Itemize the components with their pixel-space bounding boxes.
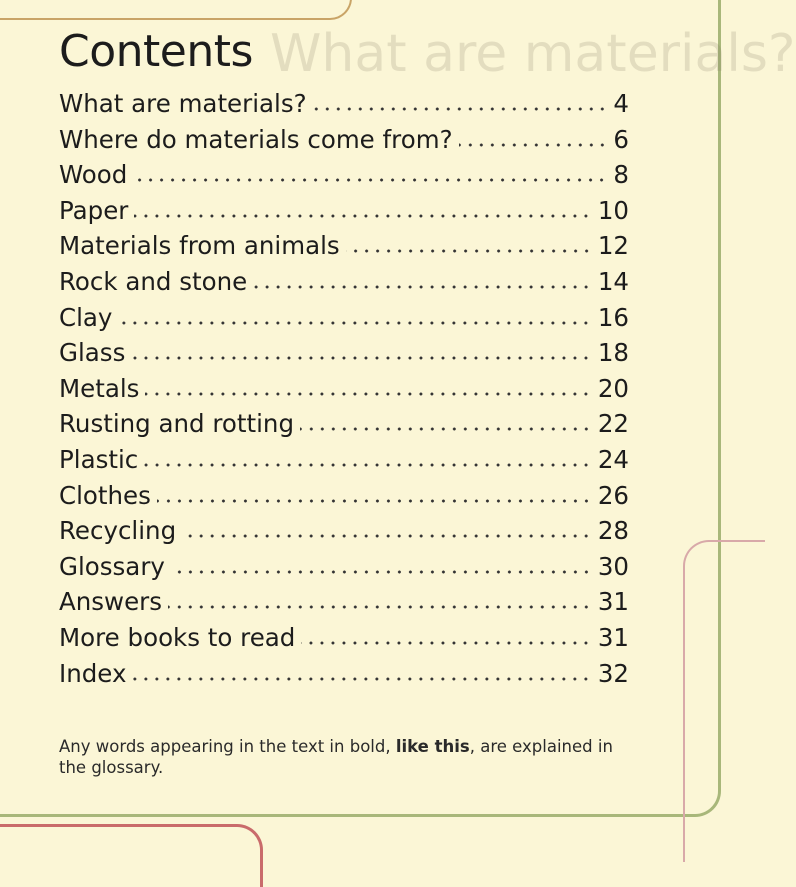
toc-entry-page: 24 bbox=[597, 444, 629, 474]
toc-entry bbox=[59, 549, 629, 585]
dot-leader bbox=[168, 604, 592, 610]
dot-leader bbox=[144, 462, 592, 468]
toc-entry bbox=[59, 442, 629, 478]
toc-entry bbox=[59, 300, 629, 336]
toc-entry-page: 8 bbox=[613, 160, 629, 190]
toc-entry-title: Glass bbox=[59, 338, 126, 368]
toc-entry bbox=[59, 513, 629, 549]
toc-entry-page: 18 bbox=[597, 338, 629, 368]
toc-entry bbox=[59, 86, 629, 122]
dot-leader bbox=[301, 640, 591, 646]
toc-entry bbox=[59, 584, 629, 620]
toc-entry-title: Wood bbox=[59, 160, 128, 190]
toc-entry bbox=[59, 264, 629, 300]
toc-entry-page: 26 bbox=[597, 480, 629, 510]
toc-entry bbox=[59, 406, 629, 442]
show-through-text bbox=[270, 24, 796, 84]
dot-leader bbox=[133, 177, 607, 183]
toc-entry-title: What are materials? bbox=[59, 89, 307, 118]
toc-entry bbox=[59, 157, 629, 193]
table-of-contents bbox=[59, 86, 629, 691]
toc-entry-title: Metals bbox=[59, 373, 140, 403]
dot-leader bbox=[300, 426, 592, 432]
dot-leader bbox=[253, 284, 592, 290]
toc-entry-title: Answers bbox=[59, 587, 163, 617]
toc-entry-title: Materials from animals bbox=[59, 231, 340, 261]
toc-entry-page: 31 bbox=[597, 622, 629, 652]
dot-leader bbox=[118, 320, 591, 326]
toc-entry-title: Paper bbox=[59, 195, 129, 225]
toc-entry bbox=[59, 335, 629, 371]
note-bold-example: like this bbox=[395, 737, 470, 756]
toc-entry-page: 31 bbox=[597, 587, 629, 617]
dot-leader bbox=[313, 106, 608, 112]
toc-entry-page: 16 bbox=[597, 302, 629, 332]
toc-entry-title: Recycling bbox=[59, 516, 177, 546]
note-text-before: Any words appearing in the text in bold, bbox=[59, 737, 396, 756]
toc-entry-page: 10 bbox=[597, 195, 629, 225]
toc-entry-title: Rusting and rotting bbox=[59, 409, 294, 439]
toc-entry-page: 14 bbox=[597, 266, 629, 296]
toc-entry-title: Plastic bbox=[59, 444, 139, 474]
dot-leader bbox=[132, 676, 591, 682]
toc-entry-page: 22 bbox=[597, 409, 629, 439]
toc-entry bbox=[59, 228, 629, 264]
toc-entry-title: Where do materials come from? bbox=[59, 124, 453, 154]
toc-entry-page: 20 bbox=[597, 373, 629, 403]
toc-entry bbox=[59, 122, 629, 158]
toc-entry bbox=[59, 478, 629, 514]
dot-leader bbox=[134, 213, 591, 219]
toc-entry-page: 12 bbox=[597, 231, 629, 261]
toc-entry-page: 30 bbox=[597, 551, 629, 581]
toc-entry-title: Glossary bbox=[59, 551, 165, 581]
page-title: Contents bbox=[59, 26, 253, 77]
toc-entry-title: Clothes bbox=[59, 480, 151, 510]
dot-leader bbox=[157, 498, 592, 504]
toc-entry bbox=[59, 371, 629, 407]
dot-leader bbox=[346, 248, 592, 254]
toc-entry-page: 32 bbox=[597, 658, 629, 688]
toc-entry-page: 4 bbox=[613, 89, 629, 118]
note-text-after: , are explained in the glossary. bbox=[59, 737, 613, 777]
toc-entry bbox=[59, 193, 629, 229]
dot-leader bbox=[459, 142, 608, 148]
toc-entry-title: Clay bbox=[59, 302, 113, 332]
toc-entry bbox=[59, 620, 629, 656]
dot-leader bbox=[182, 533, 592, 539]
dot-leader bbox=[171, 569, 592, 575]
decorative-tab-bottom bbox=[0, 824, 263, 887]
glossary-note bbox=[59, 736, 619, 778]
toc-entry-title: More books to read bbox=[59, 622, 296, 652]
toc-entry-page: 28 bbox=[597, 516, 629, 546]
dot-leader bbox=[131, 355, 591, 361]
dot-leader bbox=[145, 391, 591, 397]
toc-entry-page: 6 bbox=[613, 124, 629, 154]
toc-entry-title: Rock and stone bbox=[59, 266, 248, 296]
show-through-title: What are materials? bbox=[270, 24, 796, 84]
decorative-side-tab bbox=[683, 540, 765, 862]
toc-entry bbox=[59, 656, 629, 692]
toc-entry-title: Index bbox=[59, 658, 127, 688]
